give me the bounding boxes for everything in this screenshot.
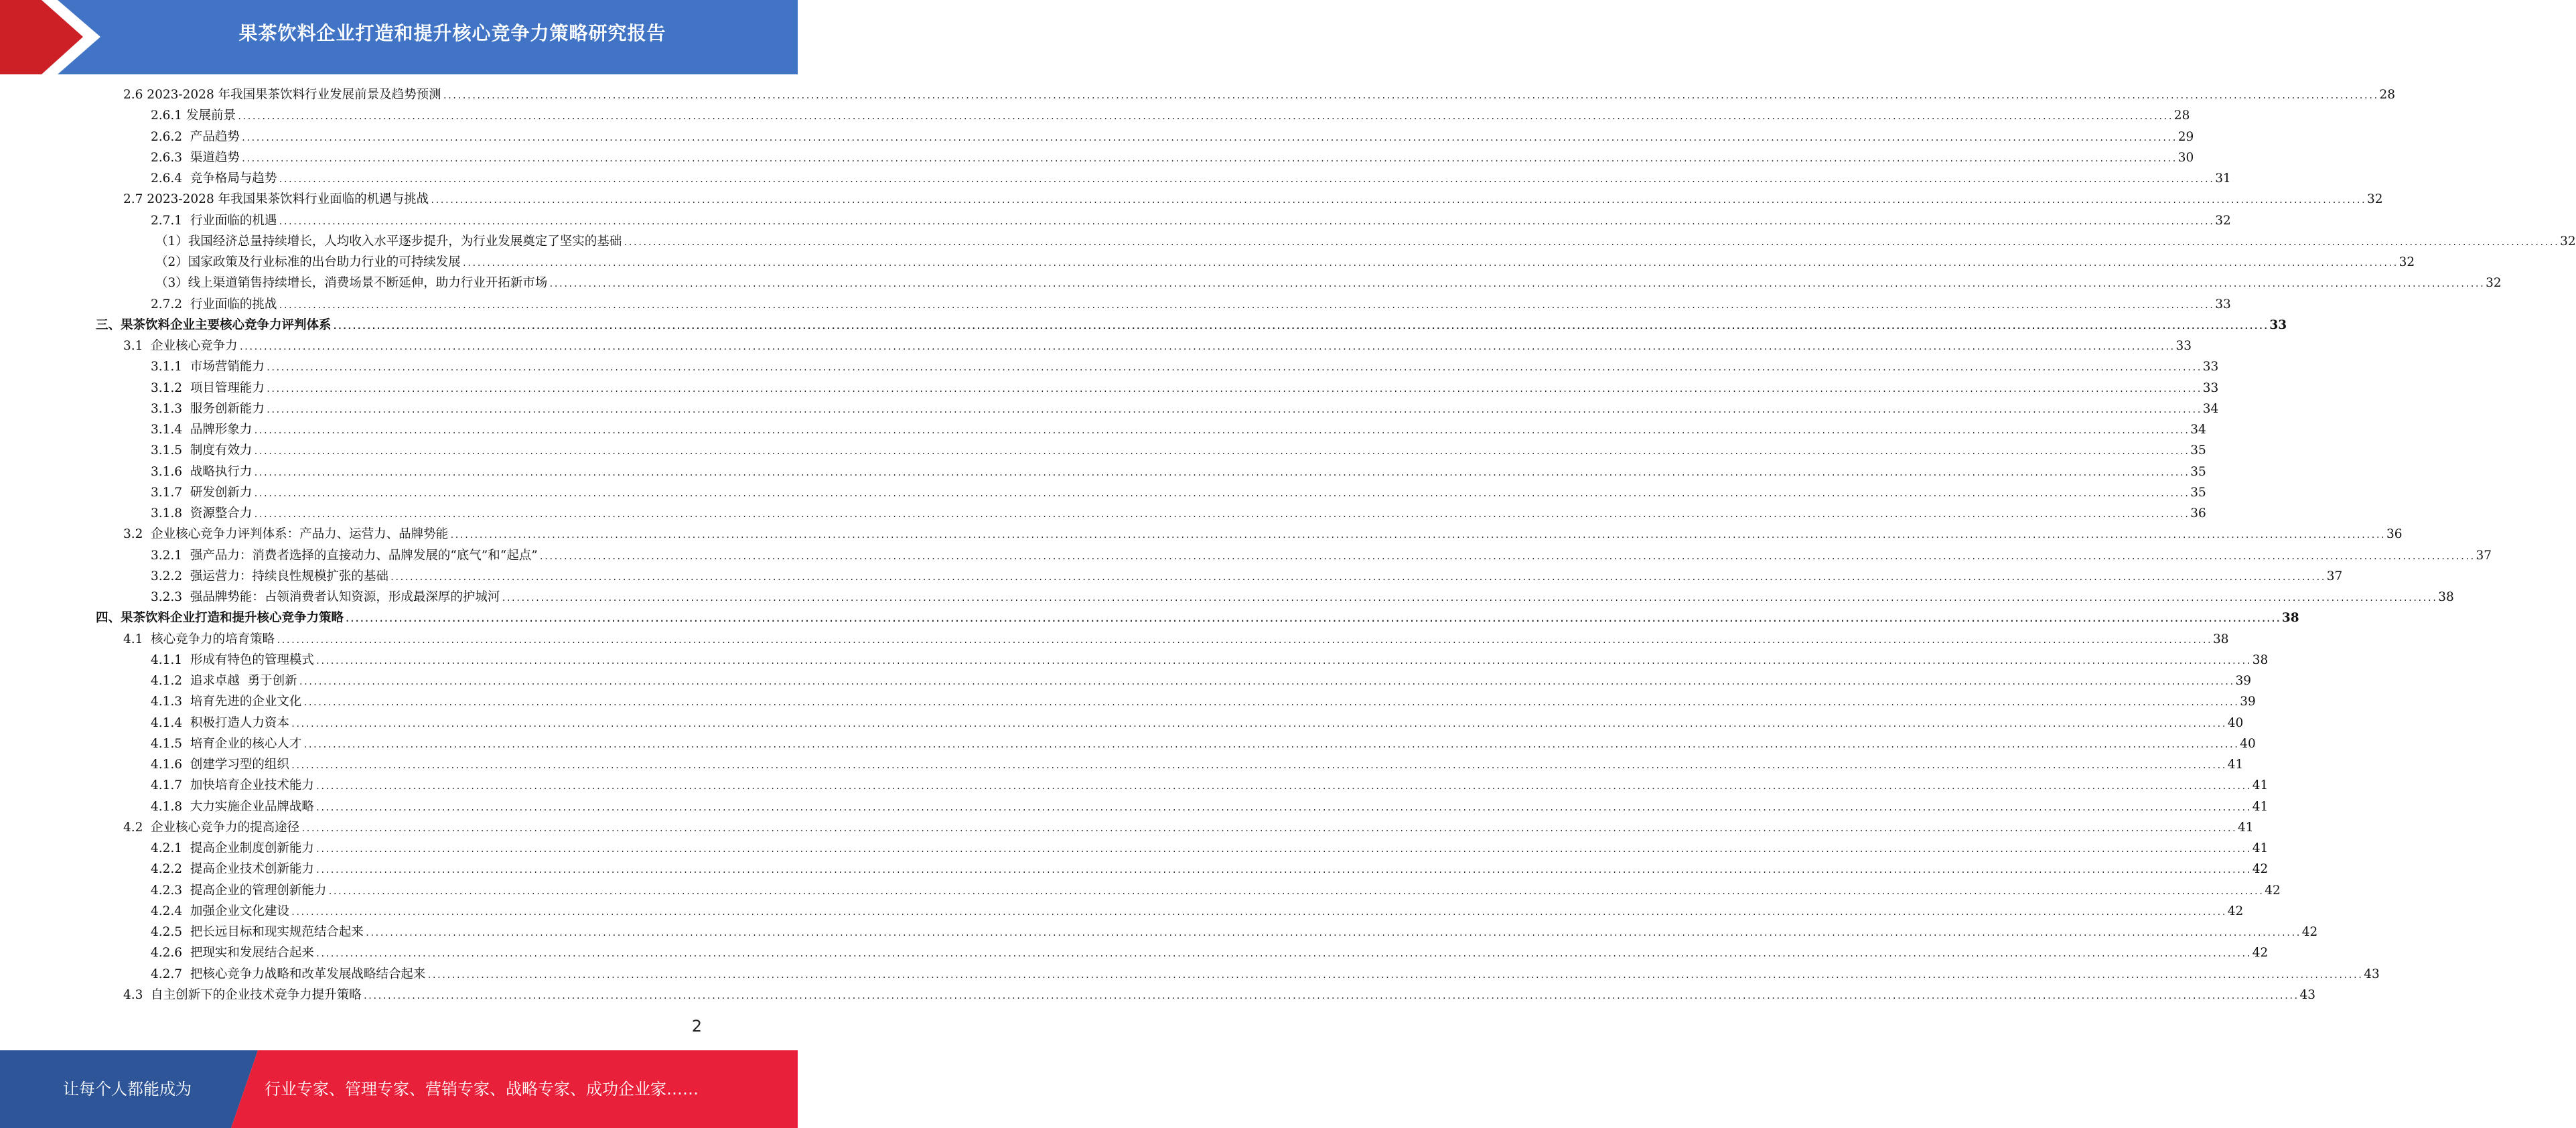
toc-page-number: 41 xyxy=(2252,841,2269,855)
toc-entry[interactable] xyxy=(123,629,2229,650)
toc-entry-title: 4.3 自主创新下的企业技术竞争力提升策略 xyxy=(123,987,362,1002)
toc-leader-dots: ................................................................................................................................................................................................................................................................................................................................................................................................................ xyxy=(265,405,2202,415)
toc-entry[interactable] xyxy=(151,440,2206,461)
page-header xyxy=(0,0,798,74)
toc-page-number: 28 xyxy=(2173,109,2190,123)
toc-entry[interactable] xyxy=(155,252,2415,273)
toc-page-number: 42 xyxy=(2252,862,2269,877)
toc-leader-dots: ................................................................................................................................................................................................................................................................................................................................................................................................................ xyxy=(253,447,2190,457)
toc-leader-dots: ................................................................................................................................................................................................................................................................................................................................................................................................................ xyxy=(430,196,2366,206)
toc-entry-title: 4.2.2 提高企业技术创新能力 xyxy=(151,862,314,877)
toc-entry-title: 4.1.6 创建学习型的组织 xyxy=(151,758,289,772)
toc-leader-dots: ................................................................................................................................................................................................................................................................................................................................................................................................................ xyxy=(364,928,2301,938)
toc-entry-title: （2）国家政策及行业标准的出台助力行业的可持续发展 xyxy=(155,255,461,269)
toc-entry-title: 2.6.4 竞争格局与趋势 xyxy=(151,171,277,186)
toc-leader-dots: ................................................................................................................................................................................................................................................................................................................................................................................................................ xyxy=(303,698,2239,708)
toc-page-number: 41 xyxy=(2238,820,2254,835)
toc-page-number: 41 xyxy=(2252,778,2269,793)
toc-leader-dots: ................................................................................................................................................................................................................................................................................................................................................................................................................ xyxy=(253,510,2190,519)
toc-page-number: 33 xyxy=(2215,297,2231,311)
toc-entry[interactable] xyxy=(123,817,2254,838)
page-number: 2 xyxy=(691,1017,702,1036)
toc-entry[interactable] xyxy=(151,775,2269,796)
toc-entry[interactable] xyxy=(151,147,2194,168)
toc-page-number: 40 xyxy=(2240,736,2256,751)
toc-entry[interactable] xyxy=(151,545,2492,566)
toc-entry-title: 3.1.2 项目管理能力 xyxy=(151,380,265,395)
toc-entry-title: 4.1.2 追求卓越 勇于创新 xyxy=(151,674,297,688)
toc-entry-title: 4.2.1 提高企业制度创新能力 xyxy=(151,841,314,855)
toc-page-number: 35 xyxy=(2190,464,2206,479)
toc-entry-title: 4.1.7 加快培育企业技术能力 xyxy=(151,778,314,793)
toc-leader-dots: ................................................................................................................................................................................................................................................................................................................................................................................................................ xyxy=(240,133,2177,143)
toc-page-number: 32 xyxy=(2486,276,2502,291)
toc-page-number: 32 xyxy=(2215,213,2231,228)
toc-entry-title: 4.2 企业核心竞争力的提高途径 xyxy=(123,820,300,835)
toc-entry-title: 2.6 2023-2028 年我国果茶饮料行业发展前景及趋势预测 xyxy=(123,88,441,102)
toc-page-number: 32 xyxy=(2399,255,2415,269)
toc-leader-dots: ................................................................................................................................................................................................................................................................................................................................................................................................................ xyxy=(315,865,2251,875)
toc-leader-dots: ................................................................................................................................................................................................................................................................................................................................................................................................................ xyxy=(290,907,2226,917)
toc-leader-dots: ................................................................................................................................................................................................................................................................................................................................................................................................................ xyxy=(332,321,2269,331)
toc-entry-title: 三、果茶饮料企业主要核心竞争力评判体系 xyxy=(96,318,332,332)
toc-entry[interactable] xyxy=(151,650,2269,671)
toc-entry-title: 2.6.3 渠道趋势 xyxy=(151,150,240,165)
toc-leader-dots: ................................................................................................................................................................................................................................................................................................................................................................................................................ xyxy=(278,175,2214,184)
toc-entry-title: （1）我国经济总量持续增长，人均收入水平逐步提升，为行业发展奠定了坚实的基础 xyxy=(155,234,622,249)
toc-entry-title: 3.1.4 品牌形象力 xyxy=(151,423,253,437)
footer-slogan-right: 行业专家、管理专家、营销专家、战略专家、成功企业家…… xyxy=(265,1080,699,1099)
toc-leader-dots: ................................................................................................................................................................................................................................................................................................................................................................................................................ xyxy=(362,991,2299,1001)
toc-entry[interactable] xyxy=(151,880,2281,901)
toc-entry-title: 3.2.2 强运营力：持续良性规模扩张的基础 xyxy=(151,569,388,583)
toc-entry-title: 3.1.3 服务创新能力 xyxy=(151,401,265,416)
toc-entry[interactable] xyxy=(151,210,2231,231)
toc-page-number: 32 xyxy=(2560,234,2576,249)
toc-entry[interactable] xyxy=(123,985,2316,1005)
toc-page-number: 42 xyxy=(2265,883,2281,898)
toc-entry[interactable] xyxy=(151,754,2244,775)
toc-entry-title: （3）线上渠道销售持续增长，消费场景不断延伸，助力行业开拓新市场 xyxy=(155,276,548,291)
toc-entry-title: 2.6.2 产品趋势 xyxy=(151,129,240,144)
toc-entry[interactable] xyxy=(151,901,2244,922)
toc-page-number: 31 xyxy=(2215,171,2231,186)
toc-entry[interactable] xyxy=(151,378,2219,399)
toc-leader-dots: ................................................................................................................................................................................................................................................................................................................................................................................................................ xyxy=(253,426,2190,435)
toc-entry-title: 4.1.3 培育先进的企业文化 xyxy=(151,695,302,709)
toc-entry[interactable] xyxy=(155,273,2502,293)
toc-entry-title: 2.7.1 行业面临的机遇 xyxy=(151,213,277,228)
toc-page-number: 33 xyxy=(2202,380,2219,395)
toc-entry-title: 4.2.5 把长远目标和现实规范结合起来 xyxy=(151,925,364,939)
footer-slogan-left: 让每个人都能成为 xyxy=(63,1080,192,1099)
toc-leader-dots: ................................................................................................................................................................................................................................................................................................................................................................................................................ xyxy=(501,593,2437,603)
toc-page-number: 32 xyxy=(2366,192,2383,207)
toc-leader-dots: ................................................................................................................................................................................................................................................................................................................................................................................................................ xyxy=(276,635,2212,645)
toc-leader-dots: ................................................................................................................................................................................................................................................................................................................................................................................................................ xyxy=(539,551,2475,561)
toc-page-number: 37 xyxy=(2326,569,2343,583)
toc-leader-dots: ................................................................................................................................................................................................................................................................................................................................................................................................................ xyxy=(449,531,2386,541)
toc-page-number: 41 xyxy=(2227,758,2244,772)
toc-entry[interactable] xyxy=(123,189,2383,210)
toc-entry-title: 3.1 企业核心竞争力 xyxy=(123,339,238,353)
toc-page-number: 35 xyxy=(2190,443,2206,458)
toc-entry[interactable] xyxy=(151,922,2318,942)
toc-entry-title: 四、果茶饮料企业打造和提升核心竞争力策略 xyxy=(96,611,344,626)
toc-leader-dots: ................................................................................................................................................................................................................................................................................................................................................................................................................ xyxy=(240,153,2177,163)
toc-entry-title: 4.2.6 把现实和发展结合起来 xyxy=(151,946,314,961)
toc-entry[interactable] xyxy=(151,482,2206,503)
toc-page-number: 38 xyxy=(2281,611,2299,626)
chevron-logo-icon xyxy=(0,0,107,74)
toc-entry[interactable] xyxy=(151,691,2256,712)
toc-page-number: 35 xyxy=(2190,485,2206,500)
toc-page-number: 41 xyxy=(2252,799,2269,814)
toc-entry[interactable] xyxy=(151,419,2206,440)
toc-entry[interactable] xyxy=(151,462,2206,482)
toc-entry-title: 3.1.7 研发创新力 xyxy=(151,485,253,500)
toc-entry[interactable] xyxy=(151,503,2206,524)
toc-entry[interactable] xyxy=(151,713,2244,733)
toc-page-number: 40 xyxy=(2227,715,2244,730)
toc-page-number: 38 xyxy=(2213,632,2229,646)
toc-entry[interactable] xyxy=(151,838,2269,859)
toc-entry[interactable] xyxy=(151,671,2251,691)
toc-entry-title: 4.1.4 积极打造人力资本 xyxy=(151,715,289,730)
toc-leader-dots: ................................................................................................................................................................................................................................................................................................................................................................................................................ xyxy=(290,719,2226,729)
toc-leader-dots: ................................................................................................................................................................................................................................................................................................................................................................................................................ xyxy=(549,279,2485,289)
toc-leader-dots: ................................................................................................................................................................................................................................................................................................................................................................................................................ xyxy=(253,488,2190,498)
toc-entry-title: 3.2.1 强产品力：消费者选择的直接动力、品牌发展的“底气”和“起点” xyxy=(151,548,538,563)
toc-page-number: 37 xyxy=(2476,548,2492,563)
toc-leader-dots: ................................................................................................................................................................................................................................................................................................................................................................................................................ xyxy=(315,802,2251,813)
toc-leader-dots: ................................................................................................................................................................................................................................................................................................................................................................................................................ xyxy=(253,468,2190,478)
toc-entry-title: 2.7.2 行业面临的挑战 xyxy=(151,297,277,311)
toc-page-number: 36 xyxy=(2190,506,2206,520)
toc-leader-dots: ................................................................................................................................................................................................................................................................................................................................................................................................................ xyxy=(265,384,2202,394)
toc-page-number: 43 xyxy=(2299,987,2316,1002)
toc-entry[interactable] xyxy=(151,168,2231,189)
toc-page-number: 36 xyxy=(2386,527,2403,542)
toc-page-number: 43 xyxy=(2364,967,2380,981)
toc-leader-dots: ................................................................................................................................................................................................................................................................................................................................................................................................................ xyxy=(290,761,2226,770)
toc-entry[interactable] xyxy=(151,399,2219,419)
toc-leader-dots: ................................................................................................................................................................................................................................................................................................................................................................................................................ xyxy=(236,112,2173,122)
toc-entry[interactable] xyxy=(151,942,2269,963)
toc-page-number: 42 xyxy=(2252,946,2269,961)
toc-entry[interactable] xyxy=(151,964,2380,985)
toc-leader-dots: ................................................................................................................................................................................................................................................................................................................................................................................................................ xyxy=(315,656,2251,666)
toc-entry-title: 3.1.5 制度有效力 xyxy=(151,443,253,458)
page-footer xyxy=(0,1050,798,1128)
toc-leader-dots: ................................................................................................................................................................................................................................................................................................................................................................................................................ xyxy=(315,949,2251,959)
toc-page-number: 39 xyxy=(2240,695,2256,709)
toc-entry-title: 2.6.1 发展前景 xyxy=(151,109,236,123)
toc-entry[interactable] xyxy=(151,587,2454,608)
toc-leader-dots: ................................................................................................................................................................................................................................................................................................................................................................................................................ xyxy=(461,259,2398,268)
toc-page-number: 38 xyxy=(2252,652,2269,667)
toc-entry[interactable] xyxy=(151,294,2231,315)
toc-entry-title: 3.1.6 战略执行力 xyxy=(151,464,253,479)
toc-chapter-entry[interactable] xyxy=(96,608,2299,628)
toc-entry[interactable] xyxy=(123,84,2395,105)
toc-leader-dots: ................................................................................................................................................................................................................................................................................................................................................................................................................ xyxy=(427,970,2363,980)
toc-entry[interactable] xyxy=(123,336,2192,356)
toc-leader-dots: ................................................................................................................................................................................................................................................................................................................................................................................................................ xyxy=(238,342,2175,352)
toc-entry[interactable] xyxy=(151,566,2343,587)
toc-page-number: 33 xyxy=(2269,318,2287,332)
toc-leader-dots: ................................................................................................................................................................................................................................................................................................................................................................................................................ xyxy=(389,572,2325,582)
toc-leader-dots: ................................................................................................................................................................................................................................................................................................................................................................................................................ xyxy=(345,614,2281,624)
toc-page-number: 29 xyxy=(2177,129,2194,144)
toc-entry-title: 4.1.1 形成有特色的管理模式 xyxy=(151,652,314,667)
toc-leader-dots: ................................................................................................................................................................................................................................................................................................................................................................................................................ xyxy=(315,782,2251,792)
toc-leader-dots: ................................................................................................................................................................................................................................................................................................................................................................................................................ xyxy=(265,363,2202,373)
toc-entry-title: 3.2 企业核心竞争力评判体系：产品力、运营力、品牌势能 xyxy=(123,527,449,542)
toc-entry[interactable] xyxy=(151,356,2219,377)
toc-leader-dots: ................................................................................................................................................................................................................................................................................................................................................................................................................ xyxy=(303,739,2239,750)
toc-page-number: 33 xyxy=(2175,339,2192,353)
toc-page-number: 39 xyxy=(2235,674,2251,688)
toc-entry[interactable] xyxy=(155,231,2576,252)
toc-leader-dots: ................................................................................................................................................................................................................................................................................................................................................................................................................ xyxy=(298,677,2234,687)
toc-page-number: 30 xyxy=(2177,150,2194,165)
report-title: 果茶饮料企业打造和提升核心竞争力策略研究报告 xyxy=(238,22,666,44)
toc-page-number: 28 xyxy=(2379,88,2395,102)
toc-page-number: 38 xyxy=(2438,590,2454,604)
toc-entry-title: 4.2.3 提高企业的管理创新能力 xyxy=(151,883,327,898)
toc-entry[interactable] xyxy=(151,105,2190,126)
toc-entry-title: 2.7 2023-2028 年我国果茶饮料行业面临的机遇与挑战 xyxy=(123,192,429,207)
toc-entry-title: 4.2.7 把核心竞争力战略和改革发展战略结合起来 xyxy=(151,967,426,981)
toc-entry[interactable] xyxy=(123,524,2403,545)
toc-leader-dots: ................................................................................................................................................................................................................................................................................................................................................................................................................ xyxy=(442,91,2378,100)
toc-page-number: 34 xyxy=(2190,423,2206,437)
toc-leader-dots: ................................................................................................................................................................................................................................................................................................................................................................................................................ xyxy=(278,216,2214,226)
toc-entry-title: 4.1.8 大力实施企业品牌战略 xyxy=(151,799,314,814)
toc-page-number: 33 xyxy=(2202,360,2219,374)
toc-entry-title: 3.1.8 资源整合力 xyxy=(151,506,253,520)
toc-leader-dots: ................................................................................................................................................................................................................................................................................................................................................................................................................ xyxy=(278,300,2214,310)
toc-entry[interactable] xyxy=(151,127,2194,147)
toc-entry-title: 3.1.1 市场营销能力 xyxy=(151,360,265,374)
toc-entry-title: 4.1.5 培育企业的核心人才 xyxy=(151,736,302,751)
toc-page-number: 34 xyxy=(2202,401,2219,416)
toc-entry-title: 3.2.3 强品牌势能：占领消费者认知资源，形成最深厚的护城河 xyxy=(151,590,500,604)
toc-page-number: 42 xyxy=(2227,904,2244,918)
toc-entry-title: 4.2.4 加强企业文化建设 xyxy=(151,904,289,918)
toc-entry-title: 4.1 核心竞争力的培育策略 xyxy=(123,632,275,646)
toc-entry[interactable] xyxy=(151,733,2256,754)
toc-entry[interactable] xyxy=(151,796,2269,817)
toc-leader-dots: ................................................................................................................................................................................................................................................................................................................................................................................................................ xyxy=(623,237,2559,247)
toc-chapter-entry[interactable] xyxy=(96,315,2287,336)
toc-entry[interactable] xyxy=(151,859,2269,879)
toc-leader-dots: ................................................................................................................................................................................................................................................................................................................................................................................................................ xyxy=(301,823,2237,833)
toc-page-number: 42 xyxy=(2301,925,2318,939)
toc-leader-dots: ................................................................................................................................................................................................................................................................................................................................................................................................................ xyxy=(315,845,2251,854)
toc-leader-dots: ................................................................................................................................................................................................................................................................................................................................................................................................................ xyxy=(328,886,2264,896)
